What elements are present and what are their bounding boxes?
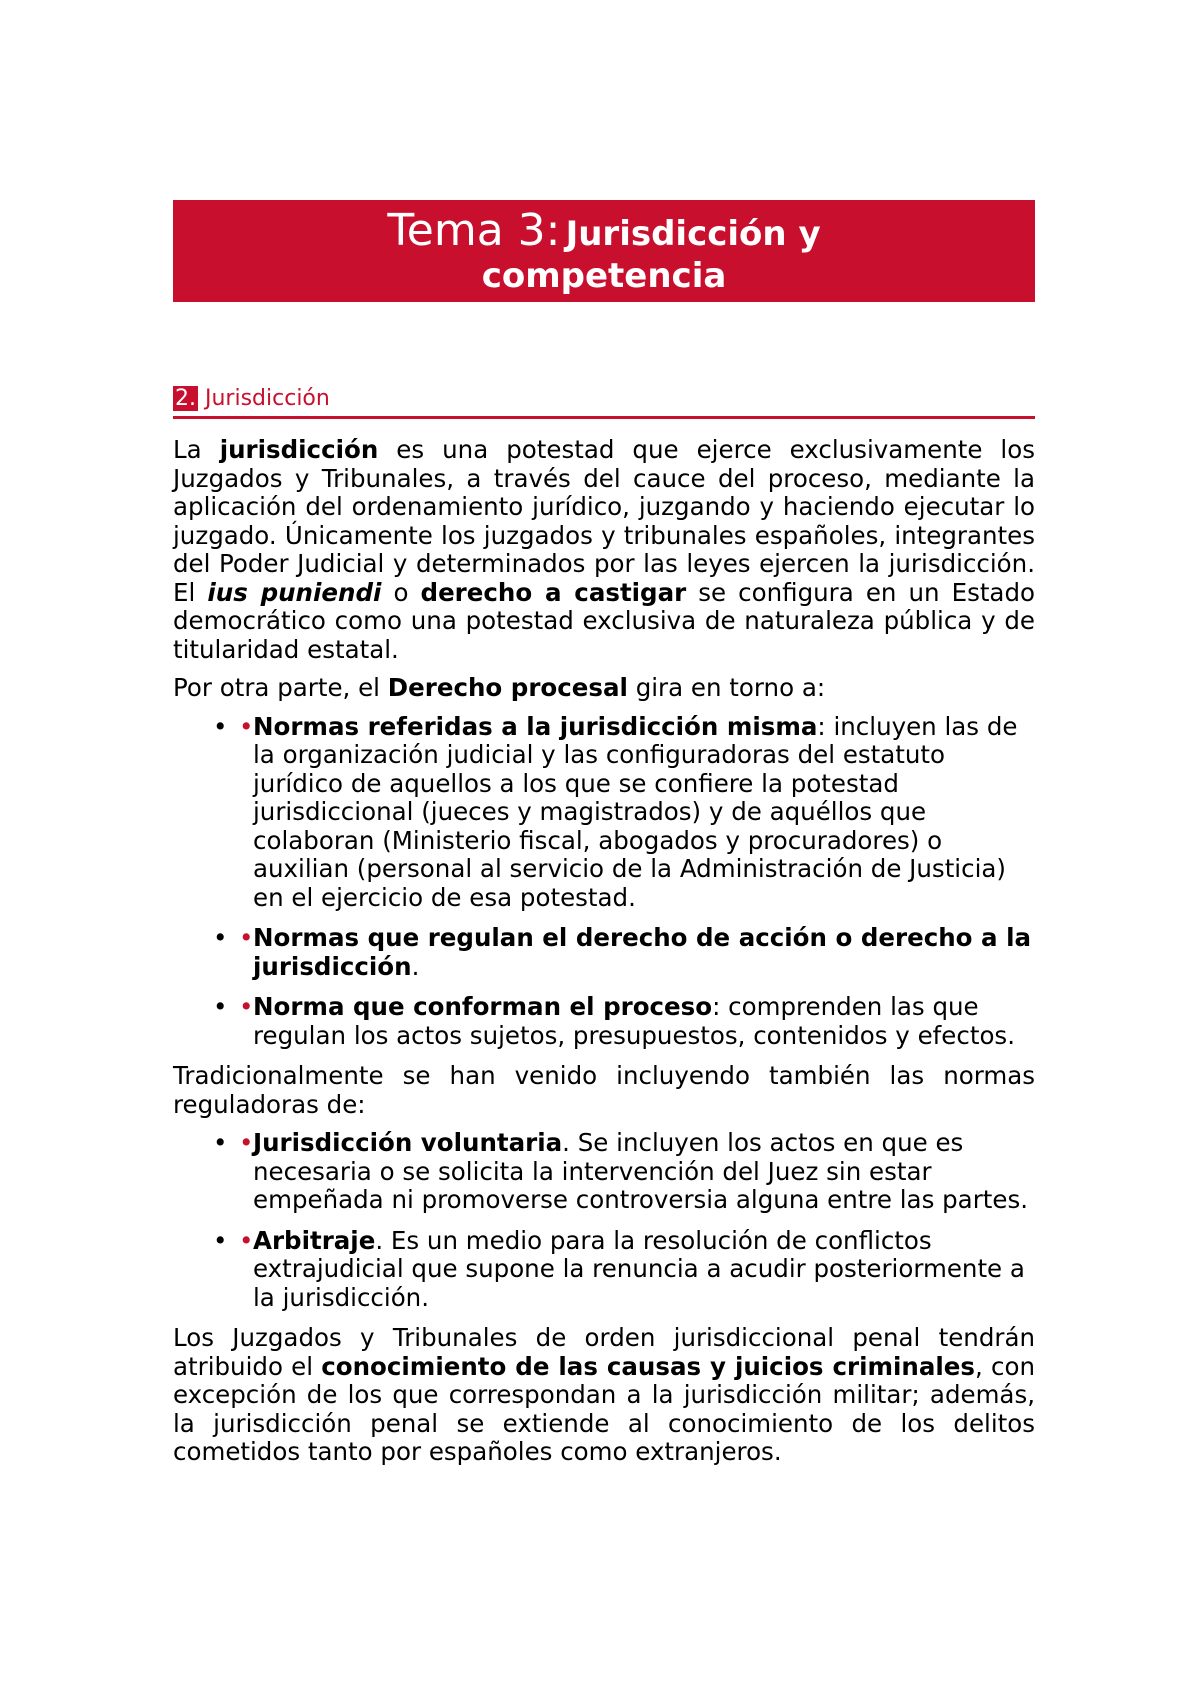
text: gira en torno a: (635, 673, 826, 702)
item-term: Normas que regulan el derecho de acción o derecho a la jurisdicción (253, 923, 1032, 981)
title-banner (173, 200, 1035, 302)
list-item (173, 1227, 1035, 1313)
item-term: Arbitraje (253, 1225, 376, 1255)
text: Los Juzgados y Tribunales de orden jurisdiccional penal tendrán atribuido el (173, 1323, 1035, 1381)
section-heading (173, 384, 1035, 419)
text: es una potestad que ejerce exclusivamente los Juzgados y Tribunales, a través del cauce del proceso, mediante la aplicación del ordenamiento jurídico, juzgando y haciendo ejecutar lo juzgado. Únicamente los juzgados y tribunales españoles, integrantes del Poder Judicial y determinados por las leyes ejercen la jurisdicción. El (173, 435, 1035, 607)
item-text: . (411, 951, 420, 981)
list-normas (173, 713, 1035, 1051)
section-number: 2. (175, 386, 196, 411)
document-body (173, 436, 1035, 1477)
title-rest: Jurisdicción y (565, 214, 821, 254)
list-item (173, 993, 1035, 1050)
paragraph-tradicionalmente: Tradicionalmente se han venido incluyendo también las normas reguladoras de: (173, 1061, 1035, 1119)
item-term: Jurisdicción voluntaria (253, 1128, 563, 1157)
item-term: Normas referidas a la jurisdicción misma (253, 711, 818, 741)
title-tema: Tema 3: (387, 205, 561, 256)
item-text: . Se incluyen los actos en que es necesaria o se solicita la intervención del Juez sin estar empeñada ni promoverse controversia alguna entre las partes. (253, 1128, 1028, 1214)
paragraph-derecho-procesal (173, 674, 1035, 703)
text: , con excepción de los que correspondan a la jurisdicción militar; además, la jurisdicción penal se extiende al conocimiento de los delitos cometidos tanto por españoles como extranjeros. (173, 1351, 1035, 1466)
list-item (173, 1129, 1035, 1215)
item-text: : incluyen las de la organización judicial y las configuradoras del estatuto jurídico de aquellos a los que se confiere la potestad jurisdiccional (jueces y magistrados) y de aquéllos que colaboran (Ministerio fiscal, abogados y procuradores) o auxilian (personal al servicio de la Administración de Justicia) en el ejercicio de esa potestad. (253, 711, 1018, 912)
title-line-2: competencia (481, 256, 727, 296)
section-title: Jurisdicción (205, 386, 330, 411)
text: La (173, 435, 202, 464)
paragraph-jurisdiccion (173, 436, 1035, 664)
term-derecho-castigar: derecho a castigar (420, 577, 687, 607)
list-reguladoras (173, 1129, 1035, 1312)
item-term: Norma que conforman el proceso (253, 992, 713, 1021)
text: se configura en un Estado democrático como una potestad exclusiva de naturaleza pública y de titularidad estatal. (173, 577, 1035, 664)
bullet-icon: • (213, 1128, 228, 1157)
red-bullet-icon: • (239, 992, 254, 1021)
red-bullet-icon: • (239, 1225, 254, 1255)
term-ius-puniendi: ius puniendi (207, 577, 382, 607)
bullet-icon: • (213, 1225, 228, 1255)
text: o (393, 577, 409, 607)
item-text: . Es un medio para la resolución de conflictos extrajudicial que supone la renuncia a acudir posteriormente a la jurisdicción. (253, 1225, 1025, 1312)
paragraph-juzgados-penal (173, 1324, 1035, 1467)
item-text: : comprenden las que regulan los actos sujetos, presupuestos, contenidos y efectos. (253, 992, 1015, 1050)
bullet-icon: • (213, 711, 228, 741)
list-item (173, 924, 1035, 981)
red-bullet-icon: • (239, 1128, 254, 1157)
term-conocimiento-causas: conocimiento de las causas y juicios criminales (321, 1351, 975, 1381)
bullet-icon: • (213, 992, 228, 1021)
list-item (173, 713, 1035, 913)
red-bullet-icon: • (239, 711, 254, 741)
bullet-icon: • (213, 923, 228, 952)
red-bullet-icon: • (239, 923, 254, 952)
term-jurisdiccion: jurisdicción (219, 435, 379, 464)
term-derecho-procesal: Derecho procesal (387, 673, 628, 702)
text: Por otra parte, el (173, 673, 380, 702)
